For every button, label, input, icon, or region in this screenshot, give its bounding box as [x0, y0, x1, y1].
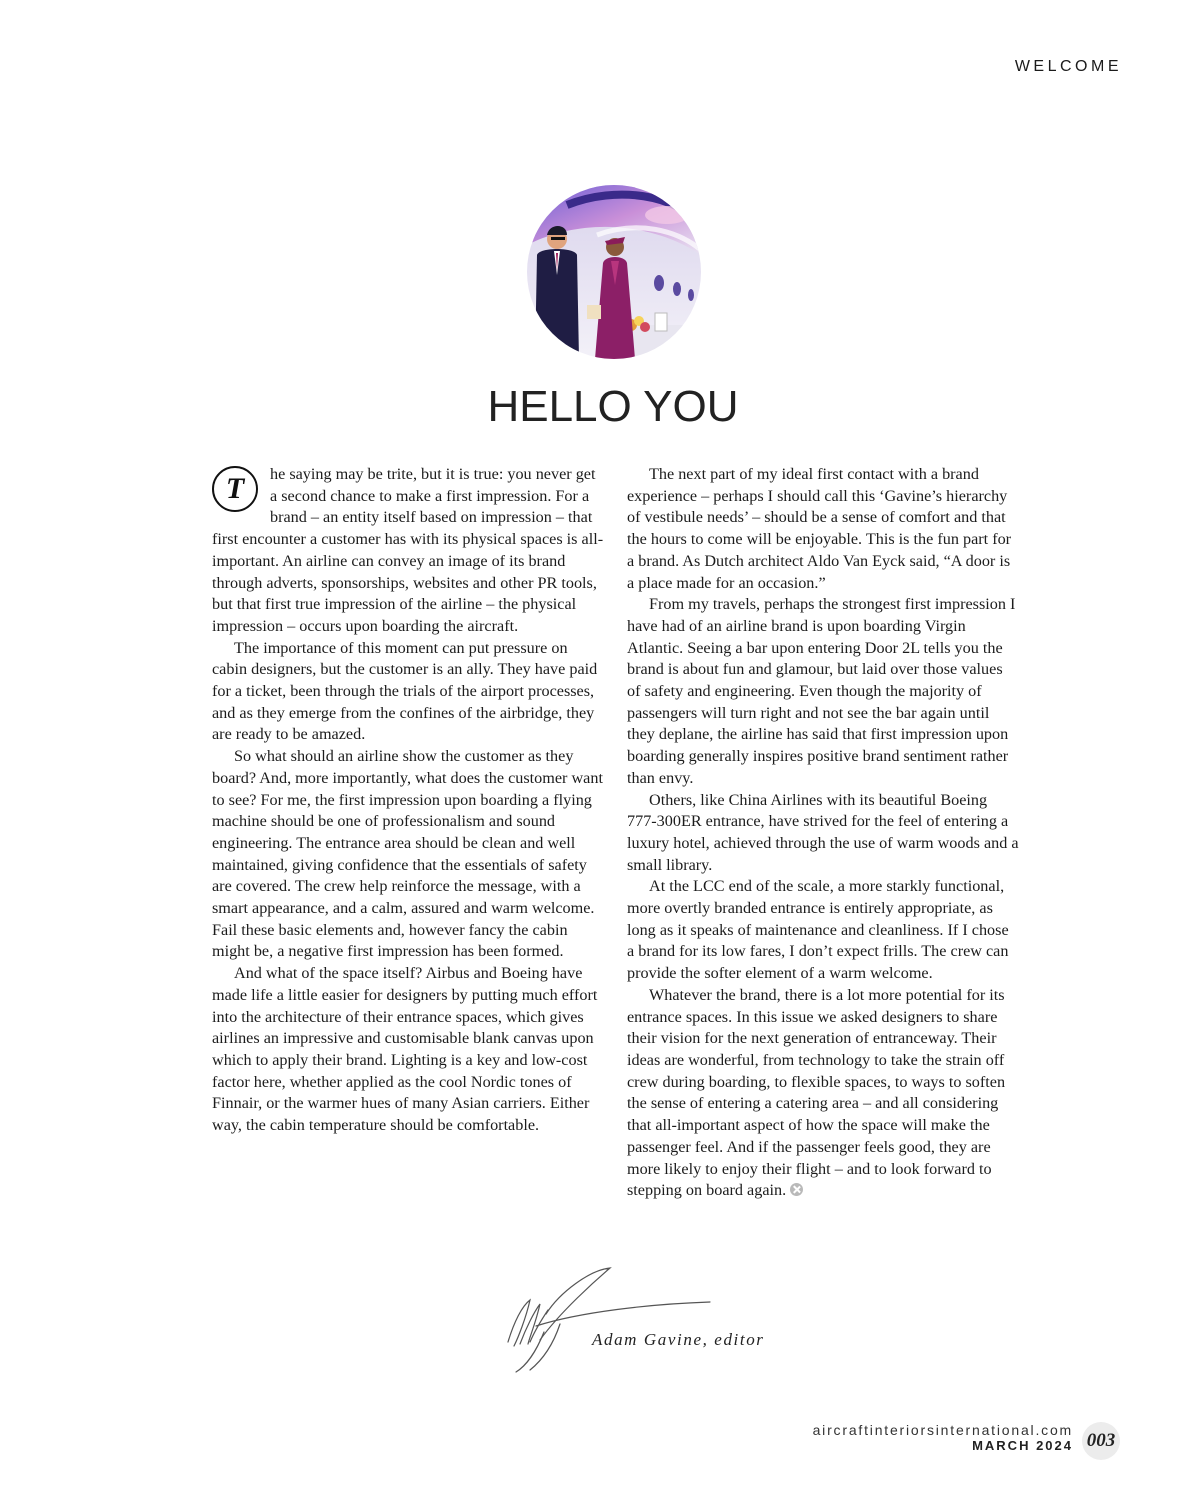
- end-of-article-icon: [790, 1183, 803, 1196]
- signature-icon: [500, 1262, 715, 1382]
- editor-signoff: Adam Gavine, editor: [592, 1330, 765, 1349]
- page-number: 003: [1082, 1422, 1120, 1460]
- article-paragraph: The next part of my ideal first contact with a brand experience – perhaps I should call this ‘Gavine’s hierarchy of vestibule needs’ – should be a sense of comfort and that the hours to come will be enjoyable. This is the fun part for a brand. As Dutch architect Aldo Van Eyck said, “A door is a place made for an occasion.”: [627, 465, 1012, 592]
- paragraph-text: Whatever the brand, there is a lot more potential for its entrance spaces. In this issue we asked designers to share their vision for the next generation of entranceway. Their ideas are wonderful, from technology to take the strain off crew during boarding, to flexible spaces, to ways to soften the sense of entering a catering area – and all considering that all-important aspect of how the space will make the passenger feel. And if the passenger feels good, they are more likely to enjoy their flight – and to look forward to stepping on board again.: [627, 985, 1006, 1200]
- article-paragraph: The importance of this moment can put pressure on cabin designers, but the customer is an ally. They have paid for a ticket, been through the trials of the airport processes, and as they emerge from the confines of the airbridge, they are ready to be amazed.: [212, 638, 598, 744]
- article-paragraph: At the LCC end of the scale, a more starkly functional, more overtly branded entrance is entirely appropriate, as long as it speaks of maintenance and cleanliness. If I chose a brand for its low fares, I don’t expect frills. The crew can provide the softer element of a warm welcome.: [627, 877, 1009, 983]
- article-column-left: [212, 464, 604, 1137]
- article-column-right: [627, 464, 1019, 1202]
- article-paragraph: [212, 464, 604, 638]
- paragraph-text: he saying may be trite, but it is true: you never get a second chance to make a first impression. For a brand – an entity itself based on impression – that first encounter a customer has with its physical spaces is all-important. An airline can convey an image of its brand through adverts, sponsorships, websites and other PR tools, but that first true impression of the airline – the physical impression – occurs upon boarding the aircraft.: [212, 465, 604, 635]
- footer-url[interactable]: aircraftinteriorsinternational.com: [812, 1422, 1073, 1438]
- issue-date: MARCH 2024: [972, 1438, 1073, 1453]
- article-paragraph: [627, 985, 1019, 1202]
- article-paragraph: From my travels, perhaps the strongest first impression I have had of an airline brand is upon boarding Virgin Atlantic. Seeing a bar upon entering Door 2L tells you the brand is about fun and glamour, but laid over those values of safety and engineering. Even though the majority of passengers will turn right and not see the bar again until they deplane, the airline has said that first impression upon boarding generally inspires positive brand sentiment rather than envy.: [627, 595, 1016, 787]
- article-paragraph: Others, like China Airlines with its beautiful Boeing 777-300ER entrance, have strived for the feel of entering a luxury hotel, achieved through the use of warm woods and a small library.: [627, 790, 1019, 874]
- article-paragraph: So what should an airline show the customer as they board? And, more importantly, what does the customer want to see? For me, the first impression upon boarding a flying machine should be one of professionalism and sound engineering. The entrance area should be clean and well maintained, giving confidence that the essentials of safety are covered. The crew help reinforce the message, with a smart appearance, and a calm, assured and warm welcome. Fail these basic elements and, however fancy the cabin might be, a negative first impression has been formed.: [212, 747, 603, 961]
- cabin-crew-illustration-icon: [527, 185, 701, 359]
- dropcap: T: [212, 466, 258, 512]
- section-label: WELCOME: [1014, 58, 1122, 75]
- article-title: HELLO YOU: [487, 382, 739, 431]
- article-paragraph: And what of the space itself? Airbus and Boeing have made life a little easier for designers by putting much effort into the architecture of their entrance spaces, which gives airlines an impressive and customisable blank canvas upon which to apply their brand. Lighting is a key and low-cost factor here, whether applied as the cool Nordic tones of Finnair, or the warmer hues of many Asian carriers. Either way, the cabin temperature should be comfortable.: [212, 964, 598, 1135]
